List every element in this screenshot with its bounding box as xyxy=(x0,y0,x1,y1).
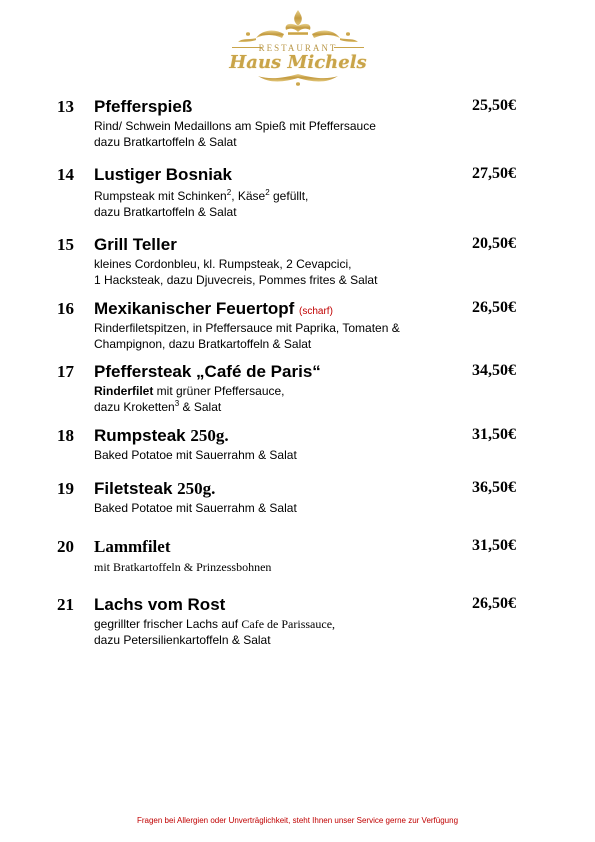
item-title: Pfefferspieß xyxy=(94,97,193,116)
description-line: Rind/ Schwein Medaillons am Spieß mit Pfeffersauce xyxy=(94,119,376,133)
item-price: 20,50€ xyxy=(472,235,516,252)
item-price: 31,50€ xyxy=(472,426,516,443)
description-line: Baked Potatoe mit Sauerrahm & Salat xyxy=(94,501,297,515)
item-title xyxy=(94,426,229,446)
description-text: Cafe de Parissauce, xyxy=(241,617,336,631)
logo-name: Haus Michels xyxy=(229,52,367,73)
item-price: 31,50€ xyxy=(472,537,516,554)
item-description xyxy=(94,118,376,150)
description-line: dazu Petersilienkartoffeln & Salat xyxy=(94,633,271,647)
item-title: Pfeffersteak „Café de Paris“ xyxy=(94,362,321,381)
description-line: mit Bratkartoffeln & Prinzessbohnen xyxy=(94,560,272,574)
item-title: Lachs vom Rost xyxy=(94,595,226,614)
description-text: , Käse xyxy=(231,189,266,203)
description-line: Rinderfiletspitzen, in Pfeffersauce mit Paprika, Tomaten & xyxy=(94,321,400,335)
item-number: 18 xyxy=(57,426,74,445)
item-number: 21 xyxy=(57,595,74,614)
item-number: 15 xyxy=(57,235,74,254)
logo-subtitle: RESTAURANT xyxy=(258,43,338,53)
description-line xyxy=(94,188,308,204)
item-weight: 250g. xyxy=(177,479,216,498)
item-price: 26,50€ xyxy=(472,595,516,612)
allergen-mark: 2 xyxy=(265,188,270,197)
description-highlight: Rinderfilet xyxy=(94,384,154,398)
item-description xyxy=(94,500,297,516)
item-title-text: Filetsteak xyxy=(94,479,173,498)
description-line: 1 Hacksteak, dazu Djuvecreis, Pommes frites & Salat xyxy=(94,273,378,287)
description-text: gefüllt, xyxy=(269,189,309,203)
item-number: 17 xyxy=(57,362,74,381)
item-title xyxy=(94,299,333,319)
item-price: 25,50€ xyxy=(472,97,516,114)
item-description xyxy=(94,256,377,288)
item-description xyxy=(94,559,271,575)
description-line xyxy=(94,616,335,632)
description-line xyxy=(94,399,285,415)
item-title: Grill Teller xyxy=(94,235,177,254)
spicy-note: (scharf) xyxy=(299,306,333,317)
description-line: dazu Bratkartoffeln & Salat xyxy=(94,205,237,219)
item-number: 20 xyxy=(57,537,74,556)
item-description xyxy=(94,447,297,463)
allergen-mark: 3 xyxy=(174,399,180,408)
item-description xyxy=(94,188,308,220)
description-line: kleines Cordonbleu, kl. Rumpsteak, 2 Cevapcici, xyxy=(94,257,352,271)
description-text: mit grüner Pfeffersauce, xyxy=(153,384,285,398)
description-line: Champignon, dazu Bratkartoffeln & Salat xyxy=(94,337,312,351)
restaurant-logo xyxy=(218,8,378,90)
item-price: 34,50€ xyxy=(472,362,516,379)
description-line: dazu Bratkartoffeln & Salat xyxy=(94,135,237,149)
item-number: 13 xyxy=(57,97,74,116)
item-title-text: Rumpsteak xyxy=(94,426,186,445)
item-description xyxy=(94,320,400,352)
item-title xyxy=(94,479,215,499)
description-text: dazu Kroketten xyxy=(94,400,175,414)
item-number: 16 xyxy=(57,299,74,318)
item-number: 14 xyxy=(57,165,74,184)
description-text: gegrillter frischer Lachs auf xyxy=(94,617,242,631)
description-text: & Salat xyxy=(179,400,222,414)
item-title-text: Mexikanischer Feuertopf xyxy=(94,299,295,318)
item-price: 27,50€ xyxy=(472,165,516,182)
item-price: 36,50€ xyxy=(472,479,516,496)
description-line xyxy=(94,383,285,399)
item-description xyxy=(94,616,335,648)
item-number: 19 xyxy=(57,479,74,498)
description-line: Baked Potatoe mit Sauerrahm & Salat xyxy=(94,448,297,462)
allergen-mark: 2 xyxy=(226,188,232,197)
item-price: 26,50€ xyxy=(472,299,516,316)
item-title: Lustiger Bosniak xyxy=(94,165,232,184)
item-description xyxy=(94,383,285,415)
description-text: Rumpsteak mit Schinken xyxy=(94,189,227,203)
item-weight: 250g. xyxy=(190,426,229,445)
item-title: Lammfilet xyxy=(94,537,171,556)
allergy-notice: Fragen bei Allergien oder Unverträglichkeit, steht Ihnen unser Service gerne zur Verfügung xyxy=(136,816,459,825)
